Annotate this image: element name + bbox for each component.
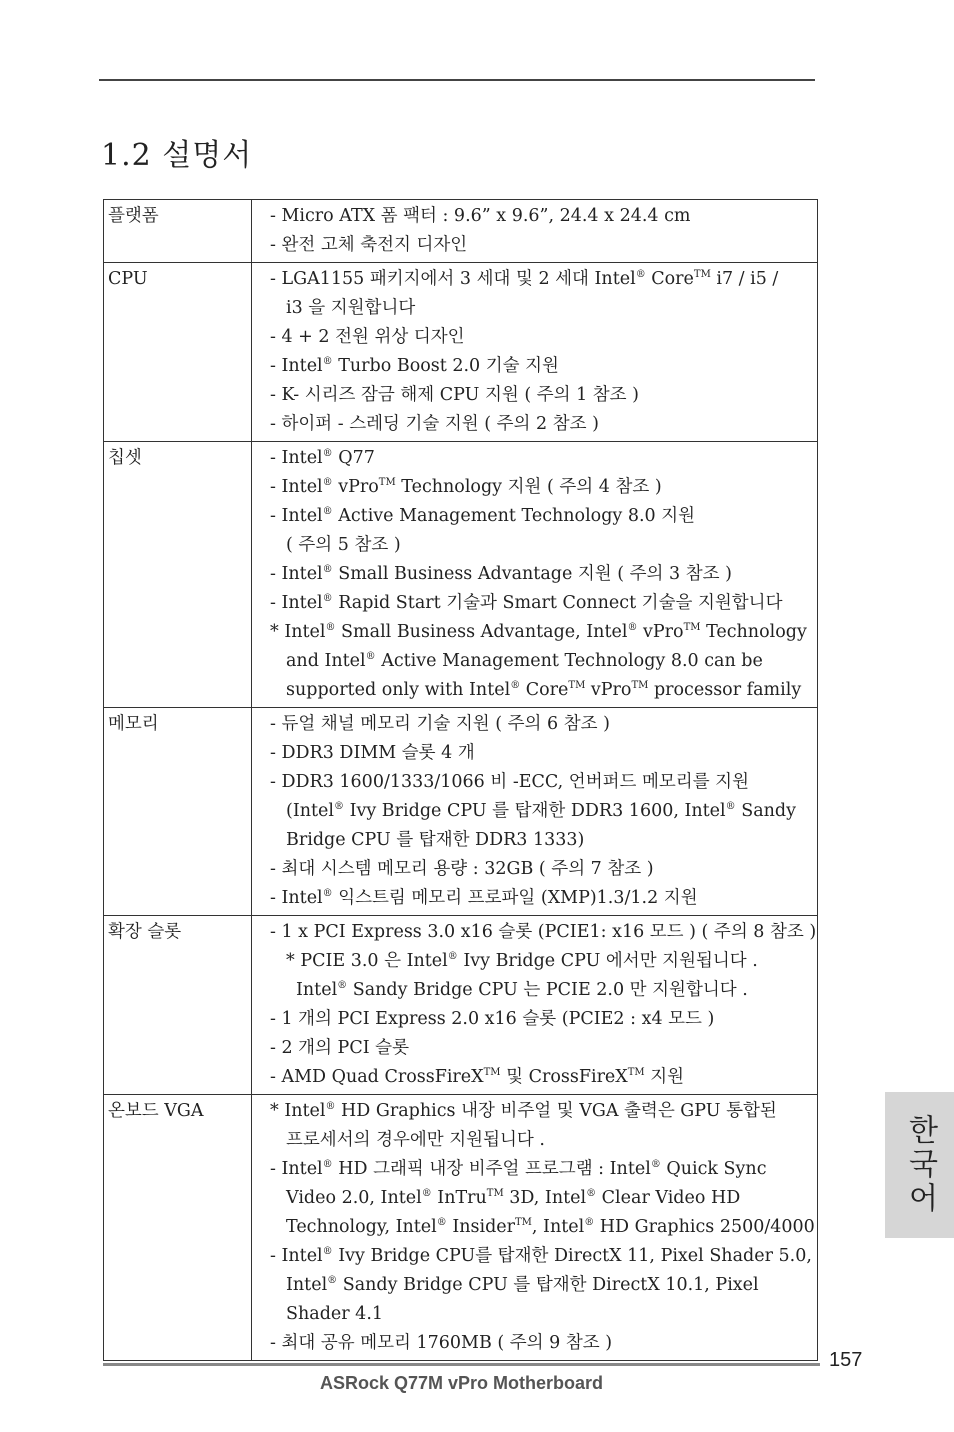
spec-line: - DDR3 1600/1333/1066 비 -ECC, 언버퍼드 메모리를 지원: [270, 772, 749, 792]
spec-line: - Intel® vPro™ Technology 지원 ( 주의 4 참조 ): [270, 477, 662, 497]
spec-line: Video 2.0, Intel® InTru™ 3D, Intel® Clear Video HD: [286, 1188, 741, 1208]
spec-table: [103, 199, 818, 1361]
spec-row: [104, 916, 818, 1095]
language-tab: [885, 1092, 954, 1238]
spec-line: - 듀얼 채널 메모리 기술 지원 ( 주의 6 참조 ): [270, 714, 610, 734]
spec-line: Bridge CPU 를 탑재한 DDR3 1333): [286, 830, 585, 850]
spec-line: Technology, Intel® Insider™, Intel® HD Graphics 2500/4000: [286, 1217, 815, 1237]
spec-line: - LGA1155 패키지에서 3 세대 및 2 세대 Intel® Core™ i7 / i5 /: [270, 269, 779, 289]
spec-line: and Intel® Active Management Technology 8.0 can be: [286, 651, 763, 671]
spec-line: - Intel® 익스트림 메모리 프로파일 (XMP)1.3/1.2 지원: [270, 888, 698, 908]
spec-line: - AMD Quad CrossFireX™ 및 CrossFireX™ 지원: [270, 1067, 685, 1087]
spec-line: - K- 시리즈 잠금 해제 CPU 지원 ( 주의 1 참조 ): [270, 385, 639, 405]
spec-line: - 1 개의 PCI Express 2.0 x16 슬롯 (PCIE2 : x4 모드 ): [270, 1009, 715, 1029]
spec-line: - DDR3 DIMM 슬롯 4 개: [270, 743, 475, 763]
spec-line: Intel® Sandy Bridge CPU 는 PCIE 2.0 만 지원합니다 .: [296, 980, 748, 1000]
spec-row: [104, 263, 818, 442]
spec-line: Intel® Sandy Bridge CPU 를 탑재한 DirectX 10.1, Pixel: [286, 1275, 759, 1295]
spec-line: - 4 + 2 전원 위상 디자인: [270, 327, 465, 347]
spec-line: * Intel® HD Graphics 내장 비주얼 및 VGA 출력은 GPU 통합된: [270, 1101, 777, 1121]
spec-label: 확장 슬롯: [104, 916, 252, 1095]
top-rule: [99, 79, 815, 81]
spec-line: - Intel® Turbo Boost 2.0 기술 지원: [270, 356, 559, 376]
bottom-rule: [103, 1363, 820, 1366]
spec-line: - Intel® Ivy Bridge CPU를 탑재한 DirectX 11, Pixel Shader 5.0,: [270, 1246, 812, 1266]
language-tab-label: 한국어: [902, 1114, 938, 1216]
spec-line: i3 을 지원합니다: [286, 298, 416, 318]
spec-line: - Intel® HD 그래픽 내장 비주얼 프로그램 : Intel® Quick Sync: [270, 1159, 767, 1179]
spec-row: [104, 1095, 818, 1361]
spec-row: [104, 708, 818, 916]
spec-items: [252, 708, 818, 916]
spec-line: - Micro ATX 폼 팩터 : 9.6” x 9.6”, 24.4 x 24.4 cm: [270, 206, 691, 226]
spec-line: 프로세서의 경우에만 지원됩니다 .: [286, 1130, 545, 1150]
spec-table-body: [104, 200, 818, 1361]
spec-row: [104, 442, 818, 708]
spec-line: - 완전 고체 축전지 디자인: [270, 235, 468, 255]
spec-items: [252, 200, 818, 263]
spec-line: - Intel® Small Business Advantage 지원 ( 주의 3 참조 ): [270, 564, 732, 584]
spec-line: ( 주의 5 참조 ): [286, 535, 401, 555]
spec-line: - 최대 시스템 메모리 용량 : 32GB ( 주의 7 참조 ): [270, 859, 654, 879]
spec-label: 메모리: [104, 708, 252, 916]
spec-line: - 하이퍼 - 스레딩 기술 지원 ( 주의 2 참조 ): [270, 414, 599, 434]
spec-line: (Intel® Ivy Bridge CPU 를 탑재한 DDR3 1600, Intel® Sandy: [286, 801, 796, 821]
spec-line: - 2 개의 PCI 슬롯: [270, 1038, 409, 1058]
spec-line: * Intel® Small Business Advantage, Intel® vPro™ Technology: [270, 622, 807, 642]
spec-label: 플랫폼: [104, 200, 252, 263]
spec-items: [252, 1095, 818, 1361]
page-number: 157: [829, 1349, 863, 1371]
spec-items: [252, 442, 818, 708]
spec-items: [252, 263, 818, 442]
spec-items: [252, 916, 818, 1095]
footer-model: ASRock Q77M vPro Motherboard: [320, 1373, 604, 1393]
spec-line: - Intel® Q77: [270, 448, 375, 468]
spec-line: - 최대 공유 메모리 1760MB ( 주의 9 참조 ): [270, 1333, 613, 1353]
spec-line: - 1 x PCI Express 3.0 x16 슬롯 (PCIE1: x16 모드 ) ( 주의 8 참조 ): [270, 922, 817, 942]
spec-label: CPU: [104, 263, 252, 442]
spec-line: - Intel® Active Management Technology 8.0 지원: [270, 506, 696, 526]
spec-label: 온보드 VGA: [104, 1095, 252, 1361]
spec-line: - Intel® Rapid Start 기술과 Smart Connect 기술을 지원합니다: [270, 593, 783, 613]
spec-line: Shader 4.1: [286, 1304, 384, 1324]
spec-row: [104, 200, 818, 263]
spec-line: * PCIE 3.0 은 Intel® Ivy Bridge CPU 에서만 지원됩니다 .: [286, 951, 758, 971]
spec-label: 칩셋: [104, 442, 252, 708]
page-title: 1.2 설명서: [101, 138, 253, 173]
spec-line: supported only with Intel® Core™ vPro™ processor family: [286, 680, 802, 700]
